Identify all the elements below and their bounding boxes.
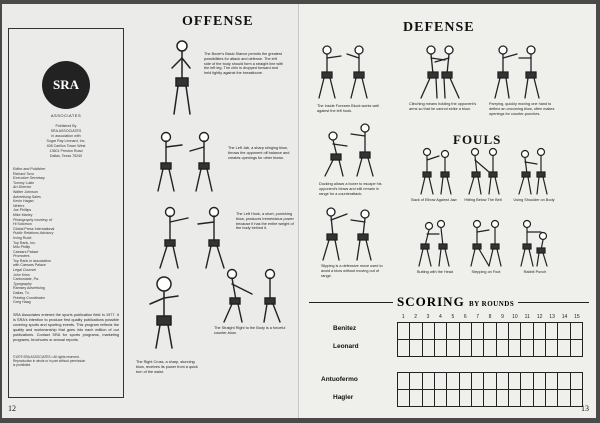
round-number: 15 [574,314,580,320]
address-line: 408 Carillon Tower West [46,144,86,148]
score-cell [546,323,558,339]
left-jab-illustration [152,129,222,195]
score-cell [435,340,447,356]
right-cross-illustration [142,274,186,350]
logo-caption: ASSOCIATES [50,113,82,118]
boxer-stance-illustration [162,38,202,118]
caption-right-cross: The Right Cross, a sharp, stunning blow, receives its power from a quick turn of the waist. [136,360,198,374]
score-cell [423,323,435,339]
score-cell [558,373,570,389]
score-cell [435,390,447,406]
caption-left-hook: The Left Hook, a short, punishing blow, produces tremendous power because it has the entire weight of the body behind it. [236,212,294,231]
credit-name: Irving Rudd [13,235,32,240]
score-cell [571,340,582,356]
score-cell [521,390,533,406]
score-cell [558,390,570,406]
score-cell [509,390,521,406]
slipping-illustration [313,204,383,262]
score-cell [410,373,422,389]
score-row [397,339,583,357]
copyright-line: Reproduction in whole or in part without permission [13,359,86,364]
left-page [2,4,299,418]
score-cell [435,373,447,389]
credit-role: Printing Coordinator [13,295,45,300]
score-cell [472,373,484,389]
score-cell [571,323,582,339]
score-cell [398,323,410,339]
fouls-heading: FOULS [453,132,502,147]
score-cell [460,340,472,356]
credit-name: Mike Marley [13,212,33,217]
caption-basic-stance: The Boxer's Basic Stance permits the greatest possibilities for attack and defense. The left side of the body should form a straight line with the left leg. The chin is dropped forward and held tightly against the breastbone. [204,52,284,76]
caption-slipping: Slipping is a defensive move used to avoid a blow without moving out of range. [321,264,383,278]
score-cell [447,373,459,389]
caption-foul-elbow: Back of Elbow Against Jaw [411,198,457,202]
publisher-partner: Sugar Ray Leonard, Inc. [46,139,86,143]
forearm-block-illustration [311,42,377,102]
credit-name: Kevin Hagan [13,199,34,204]
round-number: 10 [512,314,518,320]
score-cell [398,390,410,406]
credit-role: Advertising Sales [13,194,41,199]
right-page [299,4,596,418]
caption-parrying: Parrying, quickly moving one hand to deflect an oncoming blow, often makes openings for counter-punches. [489,102,555,116]
credit-name: Milo Phillip [13,245,31,250]
address-line: Dallas, Texas 75240 [49,154,83,158]
foul-stepping-illustration [465,218,505,268]
score-cell [484,340,496,356]
page-number-right: 13 [581,404,589,413]
scoring-subtitle: BY ROUNDS [468,300,515,308]
score-cell [534,340,546,356]
score-cell [497,340,509,356]
score-cell [472,390,484,406]
score-cell [447,390,459,406]
credit-name: Top Rank, Inc. [13,240,36,245]
round-number: 5 [451,314,455,320]
copyright-line: ©1979 SRA ASSOCIATES • All rights reserved. [13,354,80,359]
score-cell [423,373,435,389]
copyright-notice [13,355,119,368]
fighter-name: Antuofermo [321,376,358,383]
foul-shoulder-illustration [511,146,551,196]
round-number: 8 [488,314,492,320]
score-cell [484,373,496,389]
score-row [397,322,583,340]
copyright-line: is prohibited. [13,363,32,368]
caption-foul-rabbit-punch: Rabbit Punch [523,270,547,274]
score-cell [521,323,533,339]
score-cell [546,390,558,406]
caption-ducking: Ducking allows a boxer to escape his opponent's blows and still remain in range for a counterattack. [319,182,382,196]
round-number: 13 [549,314,555,320]
caption-foul-below-belt: Hitting Below The Belt [464,198,502,202]
score-cell [435,323,447,339]
score-cell [447,340,459,356]
caption-forearm-block: The Inside Forearm Block works well against the left hook. [317,104,380,113]
round-number: 14 [561,314,568,320]
credit-name: Dallas, Tx. [13,291,30,296]
credit-name: John Kriss [13,272,30,277]
score-cell [509,323,521,339]
address-line: 13601 Preston Road [49,149,83,153]
score-cell [484,390,496,406]
foul-butting-illustration [413,218,453,268]
score-cell [484,323,496,339]
caption-left-jab: The Left Jab, a sharp stinging blow, throws the opponent off balance and creates openings for other blows. [228,146,290,160]
credit-role: Editor and Publisher [13,167,46,171]
score-cell [521,373,533,389]
scoring-card [309,296,589,414]
score-cell [558,323,570,339]
round-number: 12 [536,314,543,320]
foul-elbow-illustration [415,146,455,196]
credit-role: Legal Counsel [13,268,36,273]
score-cell [460,323,472,339]
scoring-heading [393,294,518,310]
caption-clinching: Clinching means holding the opponent's arms so that he cannot strike a blow. [409,102,477,111]
fighter-name: Benitez [333,325,357,332]
score-row [397,389,583,407]
caption-foul-butting: Butting with the Head [416,270,454,274]
foul-rabbit-punch-illustration [513,218,553,268]
score-cell [558,340,570,356]
score-cell [447,323,459,339]
caption-foul-stepping: Stepping on Foot [471,270,501,274]
credit-role: Writers [13,203,25,208]
credit-name: Carbondale, Pa. [13,277,39,282]
defense-heading: DEFENSE [403,20,475,35]
round-number: 11 [524,314,530,320]
round-number: 7 [476,314,480,320]
left-hook-illustration [152,204,238,272]
credit-role: Executive Secretary [13,176,45,181]
credit-name: Tommy Lukin [13,180,35,185]
round-number: 6 [463,314,467,320]
score-cell [410,340,422,356]
credit-name: with Caesars Palace [13,263,46,268]
credit-role: Photography courtesy of [13,217,52,222]
score-cell [509,340,521,356]
credit-name: Hi Sutomon [13,222,32,227]
clinching-illustration [409,42,469,100]
publisher-assoc: in association with [51,134,81,138]
round-number: 1 [401,314,405,320]
score-cell [497,323,509,339]
about-text: SRA Associates entered the sports publication field in 1977. It is SRA's intention to produce first quality publications possible covering sports and sporting events. This program reflects the quality and workmanship that goes into each edition of our publications. Contact SRA for sports programs, marketing programs, brochures or annual reports. [13,312,119,342]
published-by: Published By [55,124,77,128]
score-cell [410,390,422,406]
credit-name: Top Rank in association [13,258,51,263]
score-cell [398,340,410,356]
score-cell [534,323,546,339]
score-cell [423,390,435,406]
page-number-left: 12 [8,404,16,413]
sra-logo: SRA [42,61,90,109]
credit-role: Typography [13,281,32,286]
score-cell [398,373,410,389]
staff-credits [13,167,119,305]
caption-foul-shoulder: Using Shoulder on Body [513,198,555,202]
score-cell [571,373,582,389]
credit-name: Global Press International [13,226,55,231]
score-cell [460,390,472,406]
round-number: 4 [439,314,442,320]
publisher-name: SRA ASSOCIATES [50,129,82,133]
score-cell [509,373,521,389]
score-cell [423,340,435,356]
credit-name: Walter Johnson [13,189,38,194]
credit-name: Greg Haag [13,300,31,305]
round-number: 2 [414,314,417,320]
score-cell [546,340,558,356]
credit-name: Caesars Palace [13,249,39,254]
score-cell [546,373,558,389]
credit-role: Promoters [13,254,30,259]
round-numbers [397,314,583,320]
offense-heading: OFFENSE [182,14,254,29]
score-cell [534,373,546,389]
score-cell [521,340,533,356]
credit-name: Richard Tovo [13,171,34,176]
ducking-illustration [315,122,385,178]
score-cell [534,390,546,406]
score-cell [472,323,484,339]
straight-right-illustration [212,266,292,324]
round-number: 9 [501,314,504,320]
score-row [397,372,583,390]
fighter-name: Hagler [333,394,354,401]
score-cell [497,373,509,389]
credit-role: Art Director [13,185,32,190]
score-cell [410,323,422,339]
scoring-title: SCORING [397,294,465,309]
foul-below-belt-illustration [463,146,503,196]
caption-straight-right: The Straight Right to the Body is a forceful counter-blow. [214,326,286,335]
credit-role: Public Relations Advisory [13,231,54,236]
credit-name: Ramsey Advertising [13,286,45,291]
round-number: 3 [426,314,430,320]
credit-name: Joe Phillips [13,208,32,213]
score-cell [472,340,484,356]
masthead-box [8,28,124,398]
score-cell [460,373,472,389]
score-cell [497,390,509,406]
parrying-illustration [487,42,547,100]
fighter-name: Leonard [333,343,359,350]
